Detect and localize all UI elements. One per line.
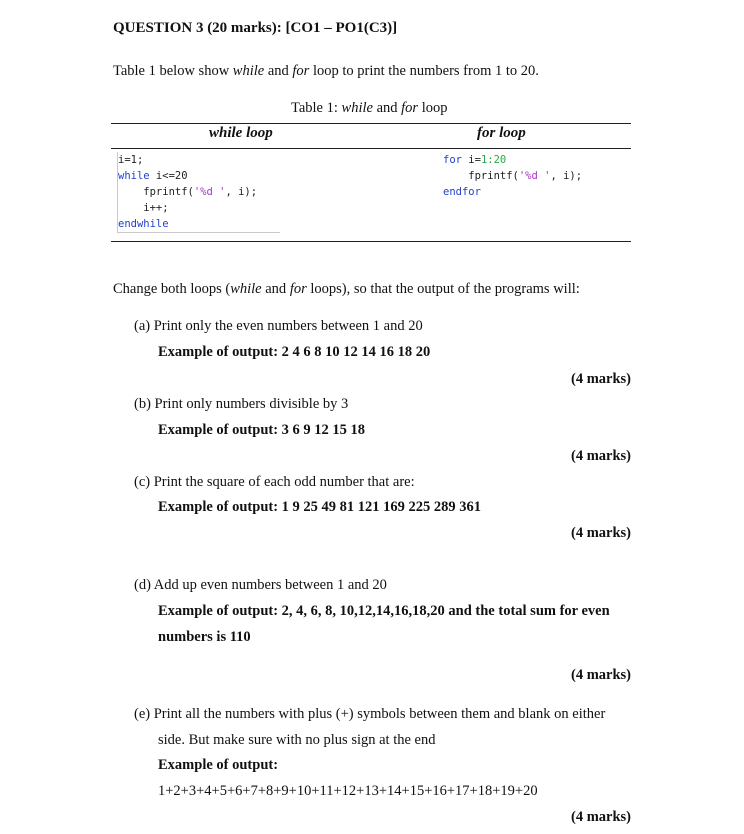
code-line: for i=1:20 [443, 154, 507, 166]
for-loop-code [443, 152, 633, 232]
code-line: i++; [118, 202, 169, 214]
for-loop-header: for loop [477, 125, 526, 141]
example-output-a: Example of output: 2 4 6 8 10 12 14 16 18 20 [158, 344, 431, 360]
example-output-e: 1+2+3+4+5+6+7+8+9+10+11+12+13+14+15+16+17+18+19+20 [158, 783, 538, 799]
question-item-a: (a) Print only the even numbers between 1 and 20 [134, 318, 423, 334]
question-item-d: (d) Add up even numbers between 1 and 20 [134, 577, 387, 593]
while-loop-code [117, 152, 280, 233]
instruction-text: Change both loops (while and for loops), so that the output of the programs will: [113, 281, 580, 297]
code-line: endfor [443, 186, 481, 198]
code-line: while i<=20 [118, 170, 188, 182]
table-top-rule [111, 123, 631, 124]
intro-text: Table 1 below show while and for loop to print the numbers from 1 to 20. [113, 63, 539, 79]
example-output-c: Example of output: 1 9 25 49 81 121 169 225 289 361 [158, 499, 482, 515]
marks-c: (4 marks) [570, 525, 631, 541]
code-line: fprintf('%d ', i); [443, 170, 583, 182]
table-bottom-rule [111, 241, 631, 242]
while-loop-header: while loop [209, 125, 273, 141]
example-output-d: Example of output: 2, 4, 6, 8, 10,12,14,16,18,20 and the total sum for even [158, 603, 610, 619]
question-item-b: (b) Print only numbers divisible by 3 [134, 396, 349, 412]
question-heading: QUESTION 3 (20 marks): [CO1 – PO1(C3)] [113, 20, 398, 36]
example-output-d-continued: numbers is 110 [158, 629, 251, 645]
example-output-b: Example of output: 3 6 9 12 15 18 [158, 422, 366, 438]
marks-e: (4 marks) [570, 809, 631, 825]
code-line: i=1; [118, 154, 144, 166]
example-output-e-label: Example of output: [158, 757, 279, 773]
question-item-e: (e) Print all the numbers with plus (+) symbols between them and blank on either [134, 706, 606, 722]
marks-b: (4 marks) [570, 448, 631, 464]
table-header-rule [111, 148, 631, 149]
marks-a: (4 marks) [570, 371, 631, 387]
question-item-e-continued: side. But make sure with no plus sign at the end [158, 732, 436, 748]
table-caption: Table 1: while and for loop [291, 100, 448, 116]
code-line: fprintf('%d ', i); [118, 186, 258, 198]
code-line: endwhile [118, 218, 169, 230]
question-item-c: (c) Print the square of each odd number that are: [134, 474, 415, 490]
marks-d: (4 marks) [570, 667, 631, 683]
